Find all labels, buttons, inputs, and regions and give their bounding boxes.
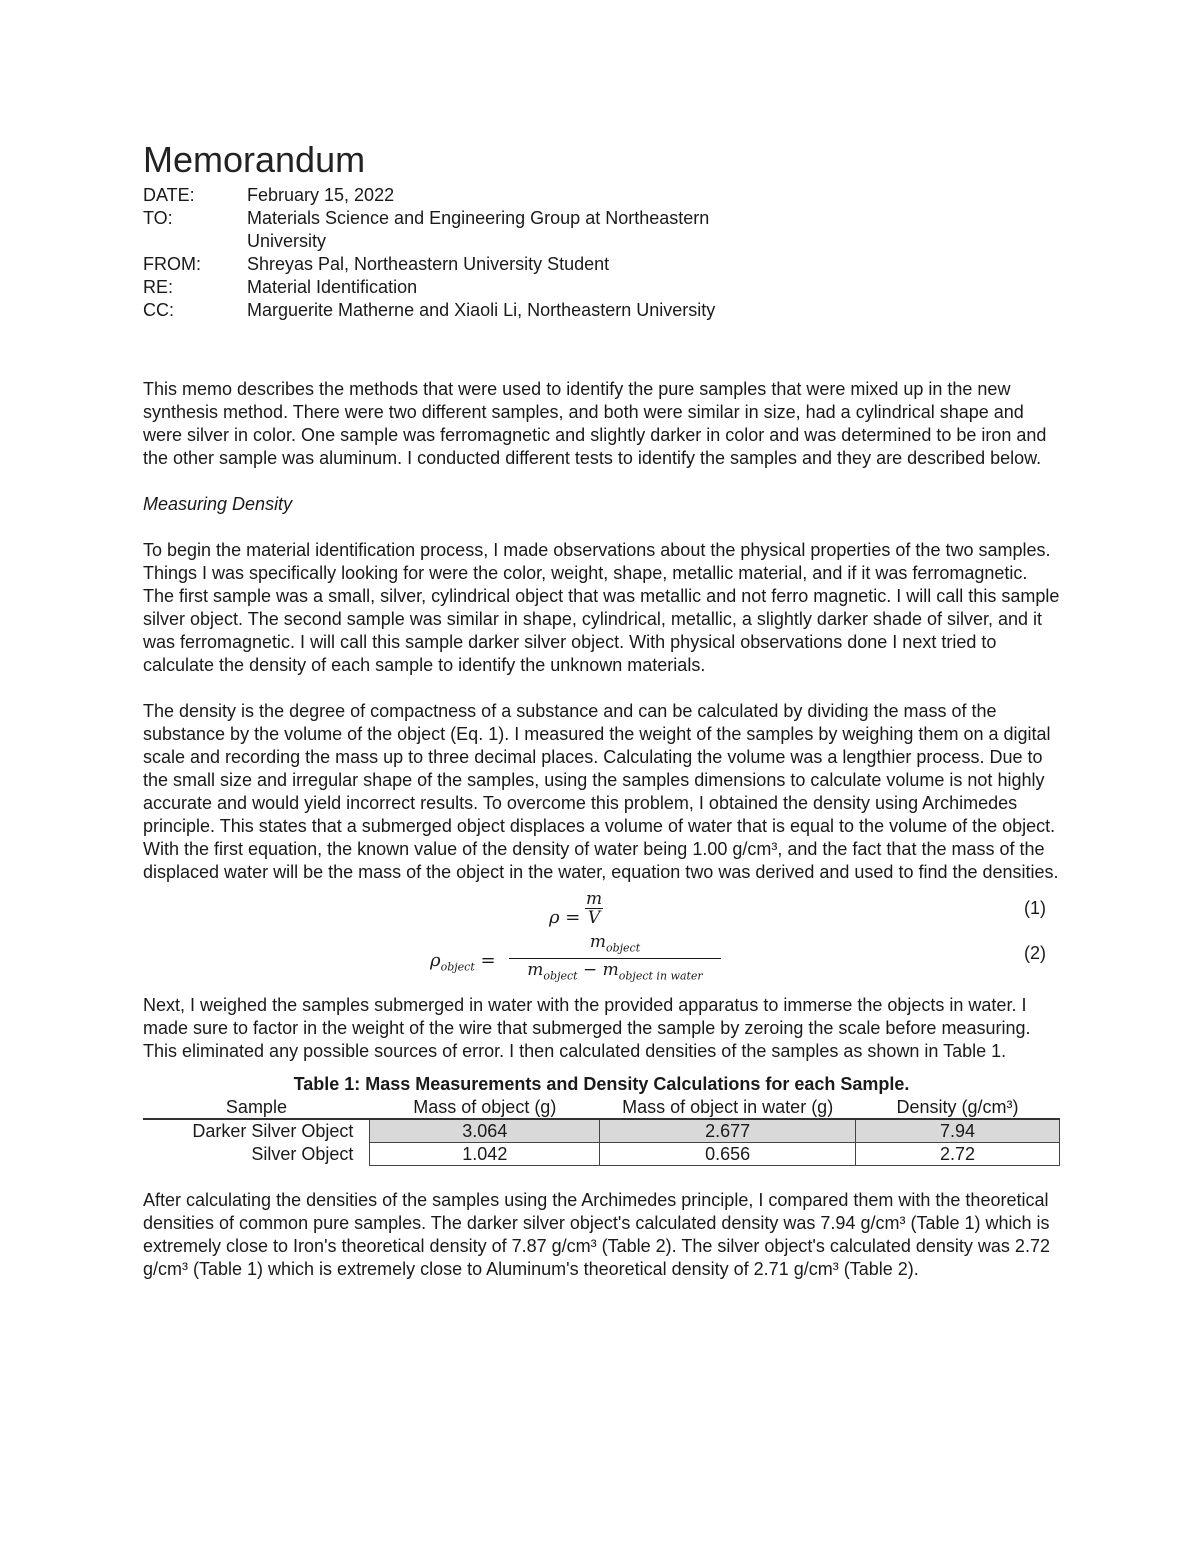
header-row-date	[143, 184, 1060, 207]
eq2-numerator	[509, 932, 721, 958]
memo-title: Memorandum	[143, 139, 366, 180]
eq2-num-m: m	[589, 932, 606, 952]
paragraph-submerged: Next, I weighed the samples submerged in water with the provided apparatus to immerse the objects in water. I made sure to factor in the weight of the wire that submerged the sample by zeroing the scale before measuring. This eliminated any possible sources of error. I then calculated densities of the samples as shown in Table 1.	[143, 995, 1031, 1061]
eq1-lhs: ρ =	[549, 907, 581, 928]
eq2-denominator	[509, 958, 721, 987]
equations-block	[143, 884, 1060, 994]
eq2-rho-sub: object	[440, 960, 475, 974]
header-row-to	[143, 207, 1060, 253]
table-cell: 0.656	[600, 1143, 856, 1166]
eq1-number: (1)	[1024, 898, 1046, 918]
eq2-den-m2: m	[602, 960, 619, 981]
eq2-number: (2)	[1024, 943, 1046, 963]
header-row-cc	[143, 299, 1060, 322]
eq2-minus: −	[582, 960, 598, 981]
table-cell: 7.94	[856, 1119, 1060, 1143]
intro-paragraph: This memo describes the methods that were used to identify the pure samples that were mixed up in the new synthesis method. There were two different samples, and both were similar in size, had a cylindrical shape and were silver in color. One sample was ferromagnetic and slightly darker in color and was determined to be iron and the other sample was aluminum. I conducted different tests to identify the samples and they are described below.	[143, 379, 1047, 468]
table-header-cell: Mass of object (g)	[370, 1096, 600, 1119]
table-header-cell: Sample	[143, 1096, 370, 1119]
header-key: CC:	[143, 300, 174, 320]
paragraph-observations: To begin the material identification process, I made observations about the physical properties of the two samples. Things I was specifically looking for were the color, weight, shape, metallic material, and if it was ferromagnetic. The first sample was a small, silver, cylindrical object that was metallic and not ferro magnetic. I will call this sample silver object. The second sample was similar in shape, cylindrical, metallic, a slightly darker shade of silver, and it was ferromagnetic. I will call this sample darker silver object. With physical observations done I next tried to calculate the density of each sample to identify the unknown materials.	[143, 540, 1060, 675]
table-cell: 2.677	[600, 1119, 856, 1143]
memo-page	[143, 138, 1060, 1281]
eq2-lhs	[430, 950, 496, 974]
eq2-den-sub1: object	[543, 969, 578, 983]
eq2-den-sub2: object in water	[618, 969, 703, 983]
header-value: Material Identification	[247, 277, 418, 297]
header-value: Shreyas Pal, Northeastern University Student	[247, 254, 610, 274]
table-cell: 2.72	[856, 1143, 1060, 1166]
table1-caption: Table 1: Mass Measurements and Density Calculations for each Sample.	[293, 1074, 910, 1094]
header-value: February 15, 2022	[247, 185, 395, 205]
eq2-num-sub: object	[605, 941, 641, 955]
paragraph-comparison: After calculating the densities of the samples using the Archimedes principle, I compared them with the theoretical densities of common pure samples. The darker silver object's calculated density was 7.94 g/cm³ (Table 1) which is extremely close to Iron's theoretical density of 7.87 g/cm³ (Table 2). The silver object's calculated density was 2.72 g/cm³ (Table 1) which is extremely close to Aluminum's theoretical density of 2.71 g/cm³ (Table 2).	[143, 1190, 1050, 1279]
header-key: TO:	[143, 208, 173, 228]
table-cell-sample: Silver Object	[251, 1143, 354, 1164]
header-key: DATE:	[143, 185, 195, 205]
table-cell: 3.064	[370, 1119, 600, 1143]
table-header-cell: Mass of object in water (g)	[600, 1096, 856, 1119]
paragraph-density: The density is the degree of compactness of a substance and can be calculated by dividing the mass of the substance by the volume of the object (Eq. 1). I measured the weight of the samples by weighing them on a digital scale and recording the mass up to three decimal places. Calculating the volume was a lengthier process. Due to the small size and irregular shape of the samples, using the samples dimensions to calculate volume is not highly accurate and would yield incorrect results. To overcome this problem, I obtained the density using Archimedes principle. This states that a submerged object displaces a volume of water that is equal to the volume of the object. With the first equation, the known value of the density of water being 1.00 g/cm³, and the fact that the mass of the displaced water will be the mass of the object in the water, equation two was derived and used to find the densities.	[143, 701, 1059, 882]
eq2-den-m1: m	[527, 960, 544, 981]
table-cell: 1.042	[370, 1143, 600, 1166]
table-cell-sample: Darker Silver Object	[192, 1120, 354, 1141]
eq2-equals: =	[480, 950, 496, 971]
eq2-fraction	[509, 932, 721, 988]
section-heading: Measuring Density	[143, 494, 293, 514]
memo-header	[143, 184, 1060, 322]
eq2-rho: ρ	[430, 950, 441, 971]
eq1-numerator: m	[585, 889, 603, 909]
header-value: Marguerite Matherne and Xiaoli Li, Northeastern University	[247, 300, 716, 320]
header-row-re	[143, 276, 1060, 299]
table-row	[143, 1119, 1060, 1143]
eq1-denominator: V	[585, 908, 603, 927]
table-header-row	[143, 1096, 1060, 1119]
header-value: Materials Science and Engineering Group at Northeastern University	[247, 208, 710, 251]
eq1-fraction	[585, 890, 603, 927]
header-key: FROM:	[143, 254, 201, 274]
table-row	[143, 1143, 1060, 1166]
table1	[143, 1096, 1060, 1166]
header-row-from	[143, 253, 1060, 276]
header-key: RE:	[143, 277, 174, 297]
table-header-cell: Density (g/cm³)	[856, 1096, 1060, 1119]
